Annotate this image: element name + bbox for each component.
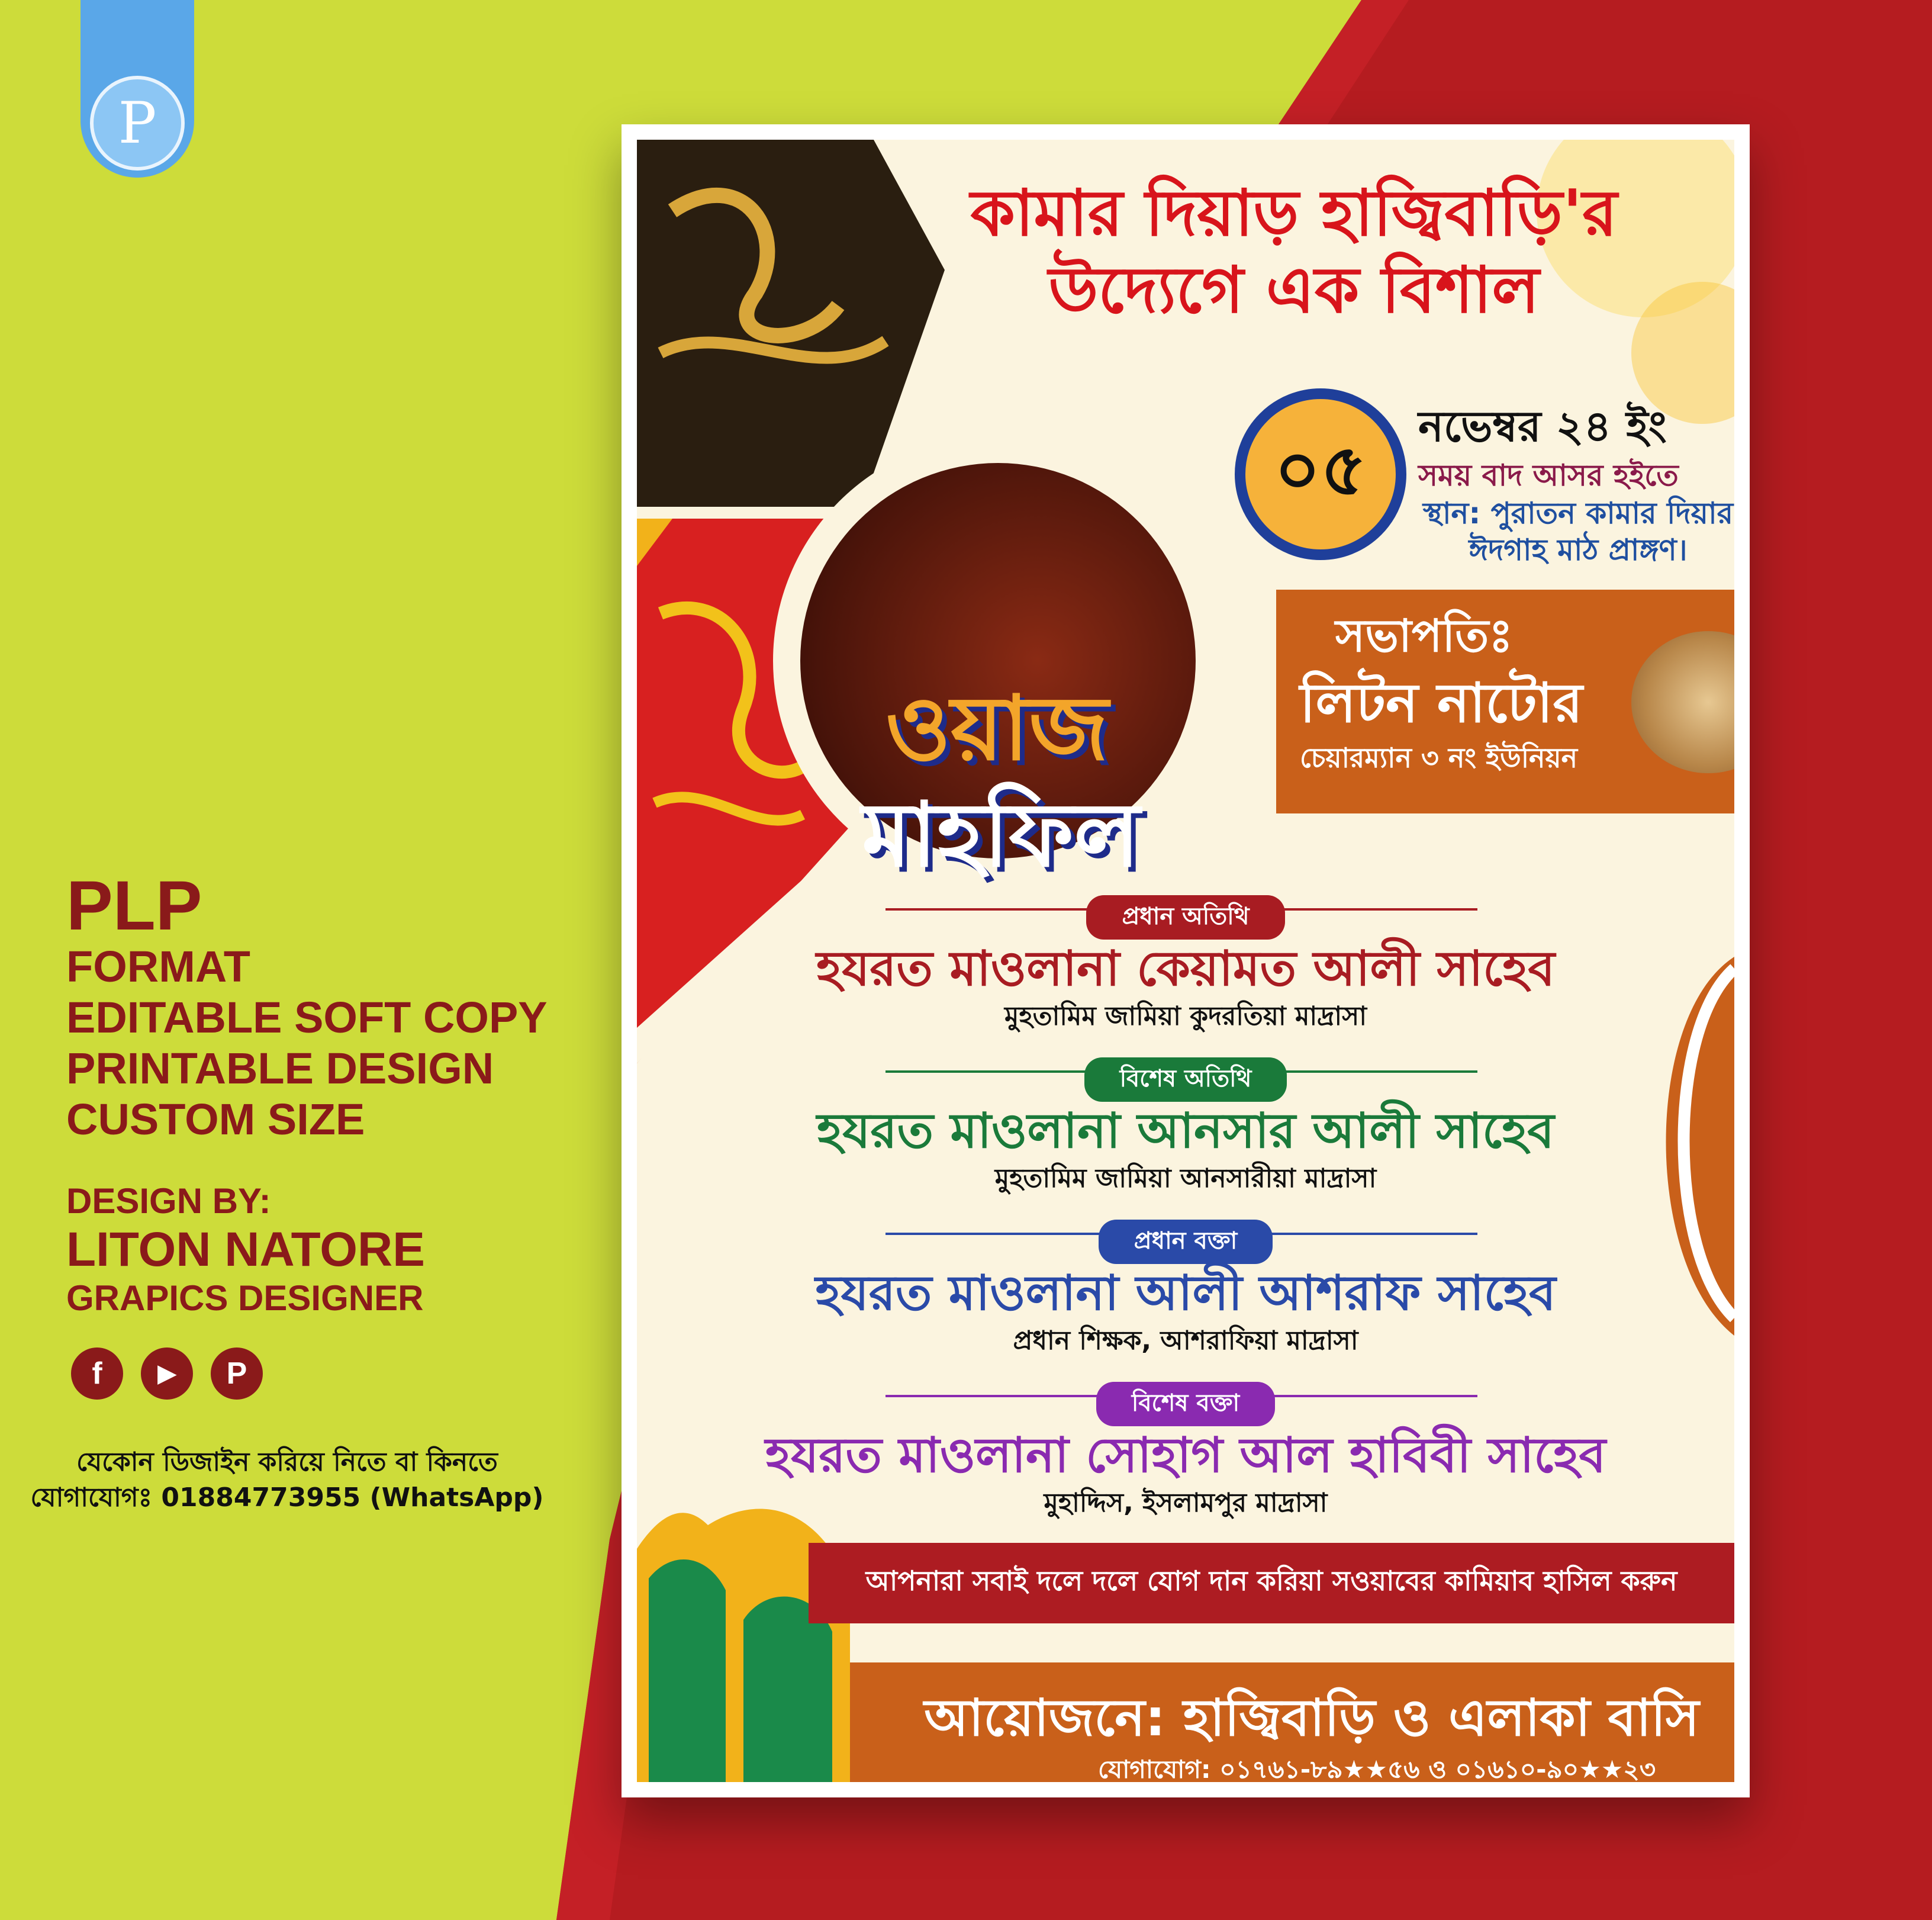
pinterest-icon[interactable]: P [211, 1347, 263, 1400]
social-links [71, 1347, 263, 1400]
title-line: উদ্যেগে এক বিশাল [1048, 253, 1540, 327]
promo-line: FORMAT [66, 942, 250, 991]
guest-tag: প্রধান বক্তা [1099, 1220, 1273, 1264]
app-badge [80, 0, 194, 178]
place-line: ঈদগাহ মাঠ প্রাঙ্গণ। [1469, 533, 1688, 567]
guest-tag: বিশেষ বক্তা [1096, 1382, 1275, 1426]
brand-label: PLP [66, 867, 202, 945]
invitation-banner: আপনারা সবাই দলে দলে যোগ দান করিয়া সওয়াবের কামিয়াব হাসিল করুন [809, 1543, 1734, 1623]
guest-section-main-speaker [637, 1220, 1734, 1359]
guest-desc: মুহতামিম জামিয়া আনসারীয়া মাদ্রাসা [994, 1163, 1377, 1194]
promo-line: EDITABLE SOFT COPY [66, 993, 548, 1042]
chair-label: সভাপতিঃ [1335, 609, 1513, 662]
picsart-logo-icon: P [90, 76, 185, 171]
organizer-contact: যোগাযোগ: ০১৭৬১-৮৯★★৫৬ ও ০১৬১০-৯০★★২৩ [1097, 1755, 1656, 1782]
date-month: নভেম্বর ২৪ ইং [1418, 401, 1667, 451]
facebook-icon[interactable]: f [71, 1347, 123, 1400]
organizer-text: আয়োজনে: হাজ্বিবাড়ি ও এলাকা বাসি [924, 1689, 1699, 1748]
guest-name: হযরত মাওলানা সোহাগ আল হাবিবী সাহেব [765, 1427, 1606, 1484]
contact-whatsapp: যোগাযোগঃ 01884773955 (WhatsApp) [30, 1482, 544, 1513]
contact-info [12, 1445, 562, 1516]
guest-name: হযরত মাওলানা আলী আশরাফ সাহেব [815, 1265, 1556, 1321]
guest-section-special [637, 1057, 1734, 1197]
guest-tag: প্রধান অতিথি [1086, 895, 1284, 940]
designer-role: GRAPICS DESIGNER [66, 1278, 424, 1318]
guest-name: হযরত মাওলানা কেয়ামত আলী সাহেব [816, 941, 1555, 997]
contact-line: যেকোন ডিজাইন করিয়ে নিতে বা কিনতে [76, 1447, 498, 1477]
poster [622, 124, 1750, 1797]
logo-waz-text: ওয়াজ [886, 677, 1109, 780]
guest-desc: মুহাদ্দিস, ইসলামপুর মাদ্রাসা [1044, 1488, 1328, 1518]
guest-desc: মুহতামিম জামিয়া কুদরতিয়া মাদ্রাসা [1004, 1001, 1367, 1031]
chair-role: চেয়ারম্যান ৩ নং ইউনিয়ন [1300, 742, 1578, 774]
promo-line: CUSTOM SIZE [66, 1095, 365, 1144]
guest-desc: প্রধান শিক্ষক, আশরাফিয়া মাদ্রাসা [1013, 1326, 1358, 1356]
designer-name: LITON NATORE [66, 1223, 425, 1276]
guest-section-special-speaker [637, 1382, 1734, 1521]
youtube-icon[interactable]: ▶ [141, 1347, 193, 1400]
poster-title [909, 175, 1679, 329]
event-time: সময় বাদ আসর হইতে [1418, 458, 1679, 493]
promo-line: PRINTABLE DESIGN [66, 1044, 494, 1093]
chair-name: লিটন নাটোর [1300, 671, 1583, 735]
logo-mahfil-text: মাহফিল [862, 784, 1140, 887]
promo-info [66, 867, 599, 1319]
date-day: ০৫ [1235, 388, 1406, 560]
title-line: কামার দিয়াড় হাজ্বিবাড়ি'র [970, 176, 1618, 250]
poster-inner [637, 140, 1734, 1782]
guest-name: হযরত মাওলানা আনসার আলী সাহেব [817, 1103, 1554, 1159]
event-place [1418, 495, 1734, 568]
place-line: স্থান: পুরাতন কামার দিয়ার [1422, 496, 1734, 530]
guest-tag: বিশেষ অতিথি [1084, 1057, 1287, 1102]
guest-section-chief [637, 895, 1734, 1034]
design-by-label: DESIGN BY: [66, 1181, 271, 1221]
